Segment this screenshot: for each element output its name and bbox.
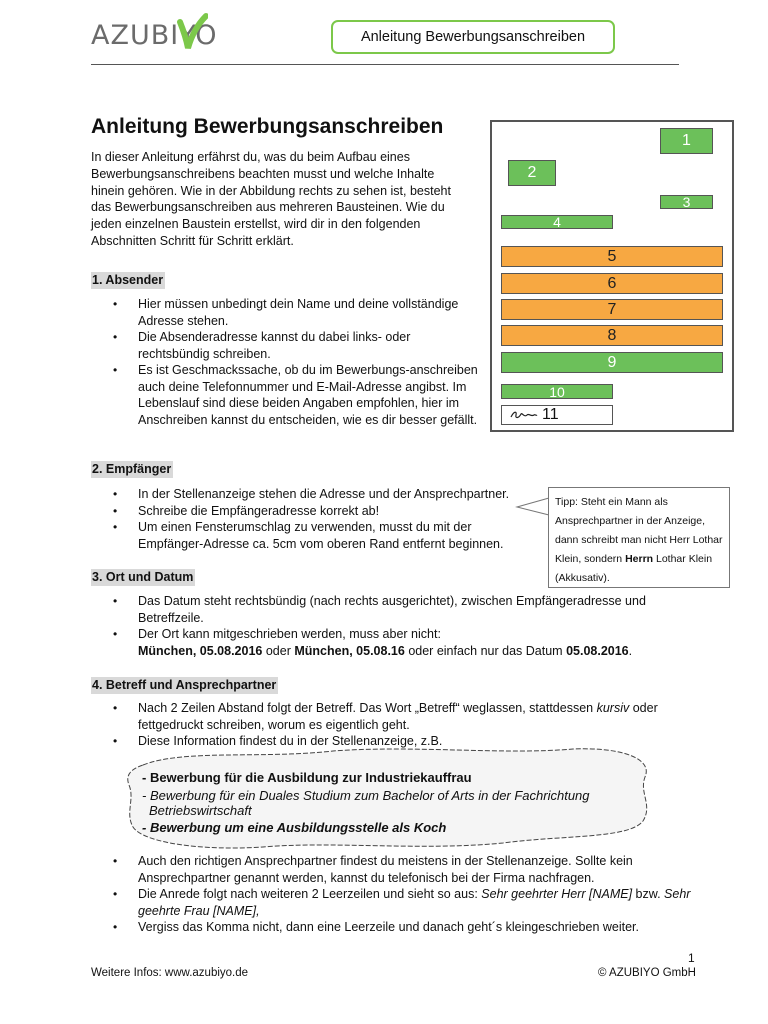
text: oder (265, 643, 291, 658)
block-6: 6 (501, 273, 723, 294)
section-heading-betreff: 4. Betreff und Ansprechpartner (92, 678, 277, 692)
text: Der Ort kann mitgeschrieben werden, muss aber nicht: (138, 627, 441, 641)
empfaenger-list (91, 486, 536, 552)
tip-text: Tipp: Steht ein Mann als Ansprechpartner in der Anzeige, dann schreibt man nicht Herr Lothar Klein, sondern (555, 496, 723, 565)
header-title-box: Anleitung Bewerbungsanschreiben (331, 20, 615, 54)
text: oder fettgedruckt schreiben, worum es eigentlich geht. (138, 701, 658, 732)
list-item: • Diese Information findest du in der Stellenanzeige, z.B. (91, 733, 691, 750)
ort-datum-list (91, 593, 691, 659)
block-11 (501, 405, 613, 425)
absender-list (91, 296, 481, 428)
list-item: • Die Absenderadresse kannst du dabei links- oder rechtsbündig schreiben. (91, 329, 481, 362)
text-italic: kursiv (596, 701, 630, 715)
list-item: • Hier müssen unbedingt dein Name und deine vollständige Adresse stehen. (91, 296, 481, 329)
list-item: • Auch den richtigen Ansprechpartner findest du meistens in der Stellenanzeige. Sollte kein Ansprechpartner genannt werden, kannst du telefonisch bei der Firma nachfragen. (91, 853, 691, 886)
tip-text-end: Lothar Klein (Akkusativ). (555, 553, 713, 584)
block-9: 9 (501, 352, 723, 373)
block-3: 3 (660, 195, 713, 209)
signature-icon (510, 409, 538, 421)
betreff-list-bottom (91, 853, 691, 936)
section-heading-ort-datum: 3. Ort und Datum (92, 570, 194, 584)
text: Nach 2 Zeilen Abstand folgt der Betreff. Das Wort „Betreff“ weglassen, stattdessen (138, 701, 594, 715)
block-10: 10 (501, 384, 613, 399)
list-item: • In der Stellenanzeige stehen die Adresse und der Ansprechpartner. (91, 486, 536, 503)
example-line-1: - Bewerbung für die Ausbildung zur Industriekauffrau (142, 770, 472, 785)
logo-text: AZUBIYO (91, 20, 218, 51)
page-title: Anleitung Bewerbungsanschreiben (91, 115, 444, 138)
list-item: • Es ist Geschmackssache, ob du im Bewerbungs-anschreiben auch deine Telefonnummer und E-Mail-Adresse angibst. Im Lebenslauf sind diese beiden Angaben empfohlen, hier im Anschreiben kannst du entscheiden, wie es dir besser gefällt. (91, 362, 481, 428)
letter-layout-diagram (490, 120, 734, 432)
block-1: 1 (660, 128, 713, 154)
list-item: • Um einen Fensterumschlag zu verwenden, musst du mit der Empfänger-Adresse ca. 5cm vom oberen Rand entfernt beginnen. (91, 519, 536, 552)
list-item (91, 700, 691, 733)
text: , (256, 903, 260, 918)
page-number: 1 (688, 951, 695, 965)
section-heading-empfaenger: 2. Empfänger (92, 462, 172, 476)
text: oder einfach nur das Datum (408, 643, 563, 658)
azubiyo-logo (91, 20, 217, 51)
salutation-example: Sehr geehrte Frau [NAME] (138, 887, 691, 918)
text: . (628, 643, 633, 658)
example-line-3: Betriebswirtschaft (149, 803, 252, 818)
block-11-label: 11 (542, 406, 559, 423)
date-example: München, 05.08.2016 (138, 643, 263, 658)
block-7: 7 (501, 299, 723, 320)
example-line-2: - Bewerbung für ein Duales Studium zum Bachelor of Arts in der Fachrichtung (142, 788, 590, 803)
list-item: • Das Datum steht rechtsbündig (nach rechts ausgerichtet), zwischen Empfängeradresse und Betreffzeile. (91, 593, 691, 626)
example-line-4: - Bewerbung um eine Ausbildungsstelle als Koch (142, 820, 447, 835)
block-8: 8 (501, 325, 723, 346)
list-item: • Vergiss das Komma nicht, dann eine Leerzeile und danach geht´s kleingeschrieben weiter. (91, 919, 691, 936)
text: Die Anrede folgt nach weiteren 2 Leerzeilen und sieht so aus: (138, 887, 478, 901)
date-example: München, 05.08.16 (294, 643, 405, 658)
section-heading-absender: 1. Absender (92, 273, 164, 287)
list-item (91, 626, 691, 659)
block-5: 5 (501, 246, 723, 267)
intro-paragraph: In dieser Anleitung erfährst du, was du beim Aufbau eines Bewerbungsanschreibens beachten musst und welche Inhalte hinein gehören. Wie in der Abbildung rechts zu sehen ist, besteht das Bewerbungsanschreiben aus mehreren Bausteinen. Wie du jeden einzelnen Baustein erstellst, wird dir in den folgenden Abschnitten Schritt für Schritt erklärt. (91, 150, 451, 248)
tip-callout (548, 487, 730, 588)
callout-pointer (515, 495, 551, 519)
footer-link[interactable]: Weitere Infos: www.azubiyo.de (91, 967, 249, 979)
list-item: • Schreibe die Empfängeradresse korrekt ab! (91, 503, 536, 520)
checkmark-icon (174, 12, 208, 52)
tip-bold: Herrn (625, 553, 654, 565)
text: bzw. (635, 887, 661, 901)
footer-copyright: © AZUBIYO GmbH (598, 967, 696, 979)
salutation-example: Sehr geehrter Herr [NAME] (481, 887, 633, 901)
date-example: 05.08.2016 (566, 643, 629, 658)
block-2: 2 (508, 160, 556, 186)
list-item (91, 886, 691, 919)
block-4: 4 (501, 215, 613, 229)
header-divider (91, 64, 679, 65)
